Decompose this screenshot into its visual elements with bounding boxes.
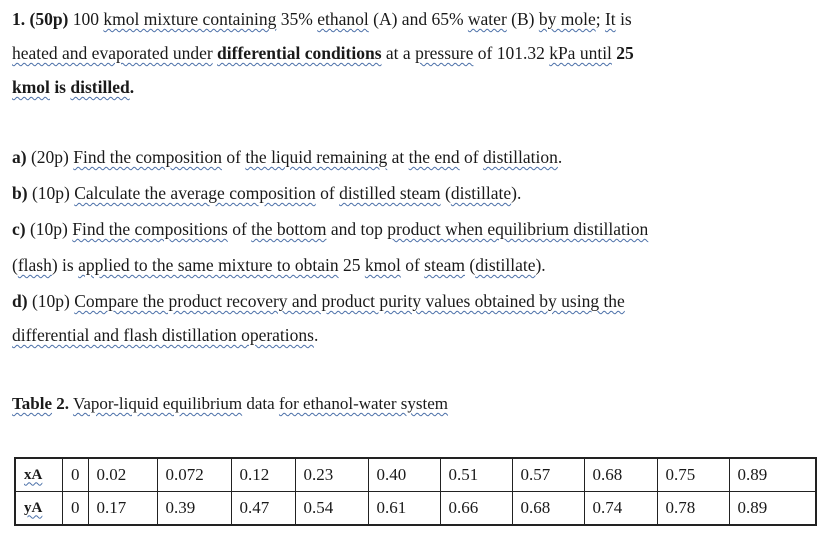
text: of xyxy=(459,147,483,167)
text: the end xyxy=(408,147,460,167)
table-cell: 0.23 xyxy=(295,458,368,492)
text: of xyxy=(315,183,340,203)
text: flash xyxy=(17,255,52,275)
table-cell: 0 xyxy=(63,492,89,526)
text: 25 xyxy=(338,255,365,275)
text: distillation xyxy=(482,147,558,167)
text: 2. xyxy=(52,394,70,413)
question-label: c) xyxy=(12,219,26,239)
text: ) is xyxy=(51,255,79,275)
text: product when equilibrium distillation xyxy=(387,219,649,239)
question-c xyxy=(12,218,648,240)
text: Vapor-liquid equilibrium xyxy=(72,394,243,413)
text: . xyxy=(129,77,135,97)
table-cell: 0.68 xyxy=(584,458,657,492)
text: is xyxy=(49,77,71,97)
table-cell: 0.51 xyxy=(440,458,512,492)
table-cell: 0.66 xyxy=(440,492,512,526)
table-cell: 0.61 xyxy=(368,492,440,526)
text: differential conditions xyxy=(217,43,382,63)
text: 100 xyxy=(68,9,104,29)
question-a xyxy=(12,146,562,168)
question-label: a) xyxy=(12,147,27,167)
problem-line-3 xyxy=(12,76,134,98)
table-cell: 0.072 xyxy=(157,458,231,492)
text: distilled steam xyxy=(339,183,441,203)
text: Compare the product recovery and product purity values obtained by using the xyxy=(74,291,625,311)
text: Table xyxy=(12,394,53,413)
text: is xyxy=(615,9,632,29)
text: kPa until xyxy=(549,43,612,63)
problem-line-2 xyxy=(12,42,634,64)
question-b xyxy=(12,182,521,204)
text: at xyxy=(387,147,409,167)
text: (A) and 65% xyxy=(368,9,468,29)
text: ( xyxy=(440,183,451,203)
table-cell: 0.17 xyxy=(88,492,157,526)
table-cell: 0.89 xyxy=(729,458,816,492)
text: ; xyxy=(595,9,605,29)
text: distillate xyxy=(450,183,512,203)
table-cell: 0.39 xyxy=(157,492,231,526)
problem-number: 1. (50p) xyxy=(12,9,69,29)
text: kmol mixture containing xyxy=(103,9,277,29)
table-cell: 0.40 xyxy=(368,458,440,492)
text: yA xyxy=(24,499,43,516)
text: Calculate the average composition xyxy=(74,183,316,203)
text: ). xyxy=(535,255,546,275)
text: kmol xyxy=(12,77,50,97)
text: pressure xyxy=(415,43,474,63)
text: (10p) xyxy=(25,219,73,239)
text: water xyxy=(467,9,507,29)
vle-table xyxy=(14,457,817,526)
text: applied to the same mixture to obtain xyxy=(78,255,339,275)
table-caption xyxy=(12,393,448,415)
text: ( xyxy=(12,255,18,275)
text: of 101.32 xyxy=(473,43,550,63)
text: data xyxy=(242,394,279,413)
question-label: b) xyxy=(12,183,28,203)
question-c-line-2 xyxy=(12,254,546,276)
table-cell: 0.78 xyxy=(657,492,729,526)
text: . xyxy=(557,147,563,167)
table-cell: 0.75 xyxy=(657,458,729,492)
table-cell: 0.68 xyxy=(512,492,584,526)
question-d-line-2 xyxy=(12,324,318,346)
text: ( xyxy=(465,255,476,275)
table-cell: 0.54 xyxy=(295,492,368,526)
text: (10p) xyxy=(27,291,75,311)
table-cell: 0.74 xyxy=(584,492,657,526)
row-label-ya xyxy=(15,492,63,526)
table-cell: 0.57 xyxy=(512,458,584,492)
text: at a xyxy=(381,43,416,63)
text: Find the compositions xyxy=(72,219,228,239)
text: for ethanol-water system xyxy=(278,394,448,413)
text: of xyxy=(227,219,252,239)
row-label-xa xyxy=(15,458,63,492)
text: heated and evaporated under xyxy=(12,43,213,63)
text: of xyxy=(221,147,246,167)
table-cell: 0.89 xyxy=(729,492,816,526)
table-cell: 0 xyxy=(63,458,89,492)
text: distilled xyxy=(70,77,130,97)
table-row-xa xyxy=(15,458,816,492)
text: 35% xyxy=(276,9,318,29)
text: Find the composition xyxy=(73,147,222,167)
table-cell: 0.47 xyxy=(231,492,295,526)
question-d xyxy=(12,290,625,312)
text: and top xyxy=(326,219,388,239)
question-label: d) xyxy=(12,291,28,311)
text: (20p) xyxy=(26,147,74,167)
text: ethanol xyxy=(317,9,369,29)
table-cell: 0.12 xyxy=(231,458,295,492)
table-row-ya xyxy=(15,492,816,526)
text: the liquid remaining xyxy=(245,147,388,167)
text: the bottom xyxy=(251,219,327,239)
text: 25 xyxy=(616,43,634,63)
table-cell: 0.02 xyxy=(88,458,157,492)
text: kmol xyxy=(364,255,401,275)
text: steam xyxy=(424,255,465,275)
text: . xyxy=(313,325,319,345)
text: ). xyxy=(511,183,522,203)
text: It xyxy=(604,9,616,29)
text: distillate xyxy=(475,255,536,275)
text: differential and flash distillation operations xyxy=(12,325,314,345)
text: by mole xyxy=(538,9,596,29)
text: (B) xyxy=(506,9,539,29)
text: of xyxy=(400,255,425,275)
text: (10p) xyxy=(27,183,75,203)
text: xA xyxy=(24,466,43,483)
problem-line-1 xyxy=(12,8,632,30)
